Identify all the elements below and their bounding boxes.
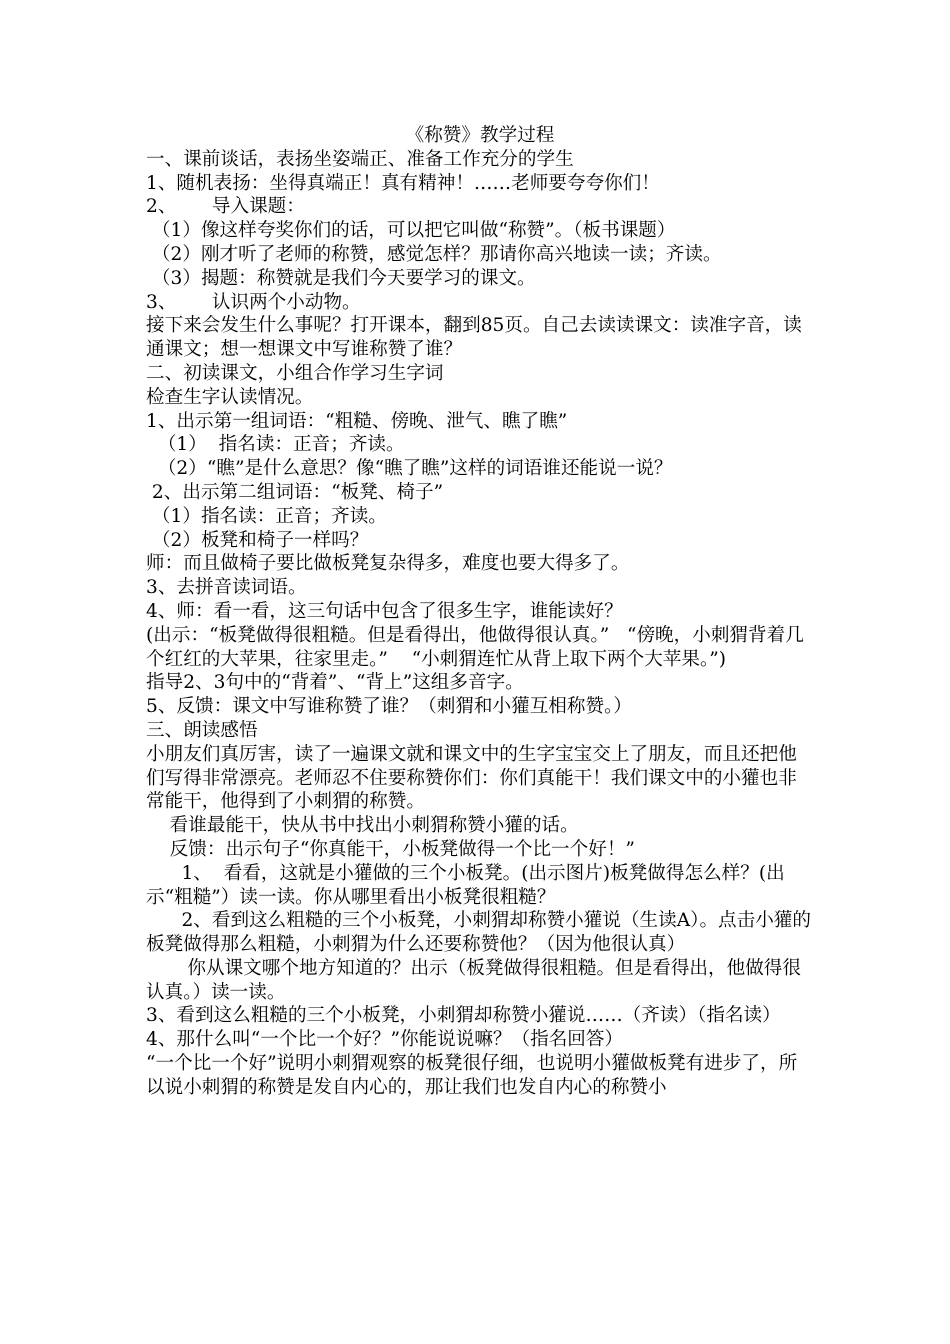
text-line: 师：而且做椅子要比做板凳复杂得多，难度也要大得多了。 [146, 553, 630, 575]
text-line: 反馈：出示句子“你真能干，小板凳做得一个比一个好！” [146, 838, 635, 860]
text-line: 指导2、3句中的“背着”、“背上”这组多音字。 [146, 672, 524, 694]
document-title: 《称赞》教学过程 [405, 125, 555, 146]
text-line: 接下来会发生什么事呢？打开课本，翻到85页。自己去读读课文：读准字音，读通课文；想一想课文中写谁称赞了谁？ [146, 315, 802, 361]
text-line: (出示：“板凳做得很粗糙。但是看得出，他做得很认真。” “傍晚，小刺猬背着几个红红的大苹果，往家里走。” “小刺猬连忙从背上取下两个大苹果。”) [146, 624, 804, 670]
text-line: （2）刚才听了老师的称赞，感觉怎样？那请你高兴地读一读；齐读。 [146, 243, 722, 265]
document-lines [146, 148, 814, 1100]
text-line: 一、课前谈话，表扬坐姿端正、准备工作充分的学生 [146, 148, 574, 170]
text-line: 三、朗读感悟 [146, 719, 258, 741]
text-line: 2、 导入课题： [146, 196, 305, 218]
text-line: 4、那什么叫“一个比一个好？”你能说说嘛？（指名回答） [146, 1029, 624, 1051]
text-line: 你从课文哪个地方知道的？出示（板凳做得很粗糙。但是看得出，他做得很认真。）读一读。 [146, 957, 801, 1003]
text-line: 4、师：看一看，这三句话中包含了很多生字，谁能读好？ [146, 600, 623, 622]
text-line: 1、随机表扬：坐得真端正！真有精神！……老师要夸夸你们！ [146, 172, 660, 194]
text-line: 1、 看看，这就是小獾做的三个小板凳。(出示图片)板凳做得怎么样？(出示“粗糙”）读一读。你从哪里看出小板凳很粗糙？ [146, 862, 785, 908]
text-line: （2）“瞧”是什么意思？像“瞧了瞧”这样的词语谁还能说一说？ [146, 458, 673, 480]
text-line: 3、去拼音读词语。 [146, 577, 307, 599]
text-line: 检查生字认读情况。 [146, 386, 314, 408]
text-line: （1） 指名读：正音；齐读。 [146, 434, 405, 456]
text-line: （1）像这样夸奖你们的话，可以把它叫做“称赞”。（板书课题） [146, 220, 676, 242]
text-line: （2）板凳和椅子一样吗？ [146, 529, 369, 551]
text-line: 5、反馈：课文中写谁称赞了谁？（刺猬和小獾互相称赞。） [146, 696, 632, 718]
text-line: 二、初读课文，小组合作学习生字词 [146, 362, 444, 384]
document-body [146, 124, 814, 1100]
text-line: （1）指名读：正音；齐读。 [146, 505, 387, 527]
text-line: （3）揭题：称赞就是我们今天要学习的课文。 [146, 267, 536, 289]
text-line: 3、 认识两个小动物。 [146, 291, 361, 313]
text-line: 小朋友们真厉害，读了一遍课文就和课文中的生字宝宝交上了朋友，而且还把他们写得非常漂亮。老师忍不住要称赞你们：你们真能干！我们课文中的小獾也非常能干，他得到了小刺猬的称赞。 [146, 743, 797, 813]
text-line: 看谁最能干，快从书中找出小刺猬称赞小獾的话。 [146, 815, 579, 837]
text-line: 3、看到这么粗糙的三个小板凳，小刺猬却称赞小獾说……（齐读）（指名读） [146, 1005, 781, 1027]
text-line: 2、看到这么粗糙的三个小板凳，小刺猬却称赞小獾说（生读A）。点击小獾的板凳做得那么粗糙，小刺猬为什么还要称赞他？（因为他很认真） [146, 910, 812, 956]
text-line: 1、出示第一组词语：“粗糙、傍晚、泄气、瞧了瞧” [146, 410, 568, 432]
text-line: 2、出示第二组词语：“板凳、椅子” [146, 481, 444, 503]
text-line: “一个比一个好”说明小刺猬观察的板凳很仔细，也说明小獾做板凳有进步了，所以说小刺猬的称赞是发自内心的，那让我们也发自内心的称赞小 [146, 1053, 798, 1098]
